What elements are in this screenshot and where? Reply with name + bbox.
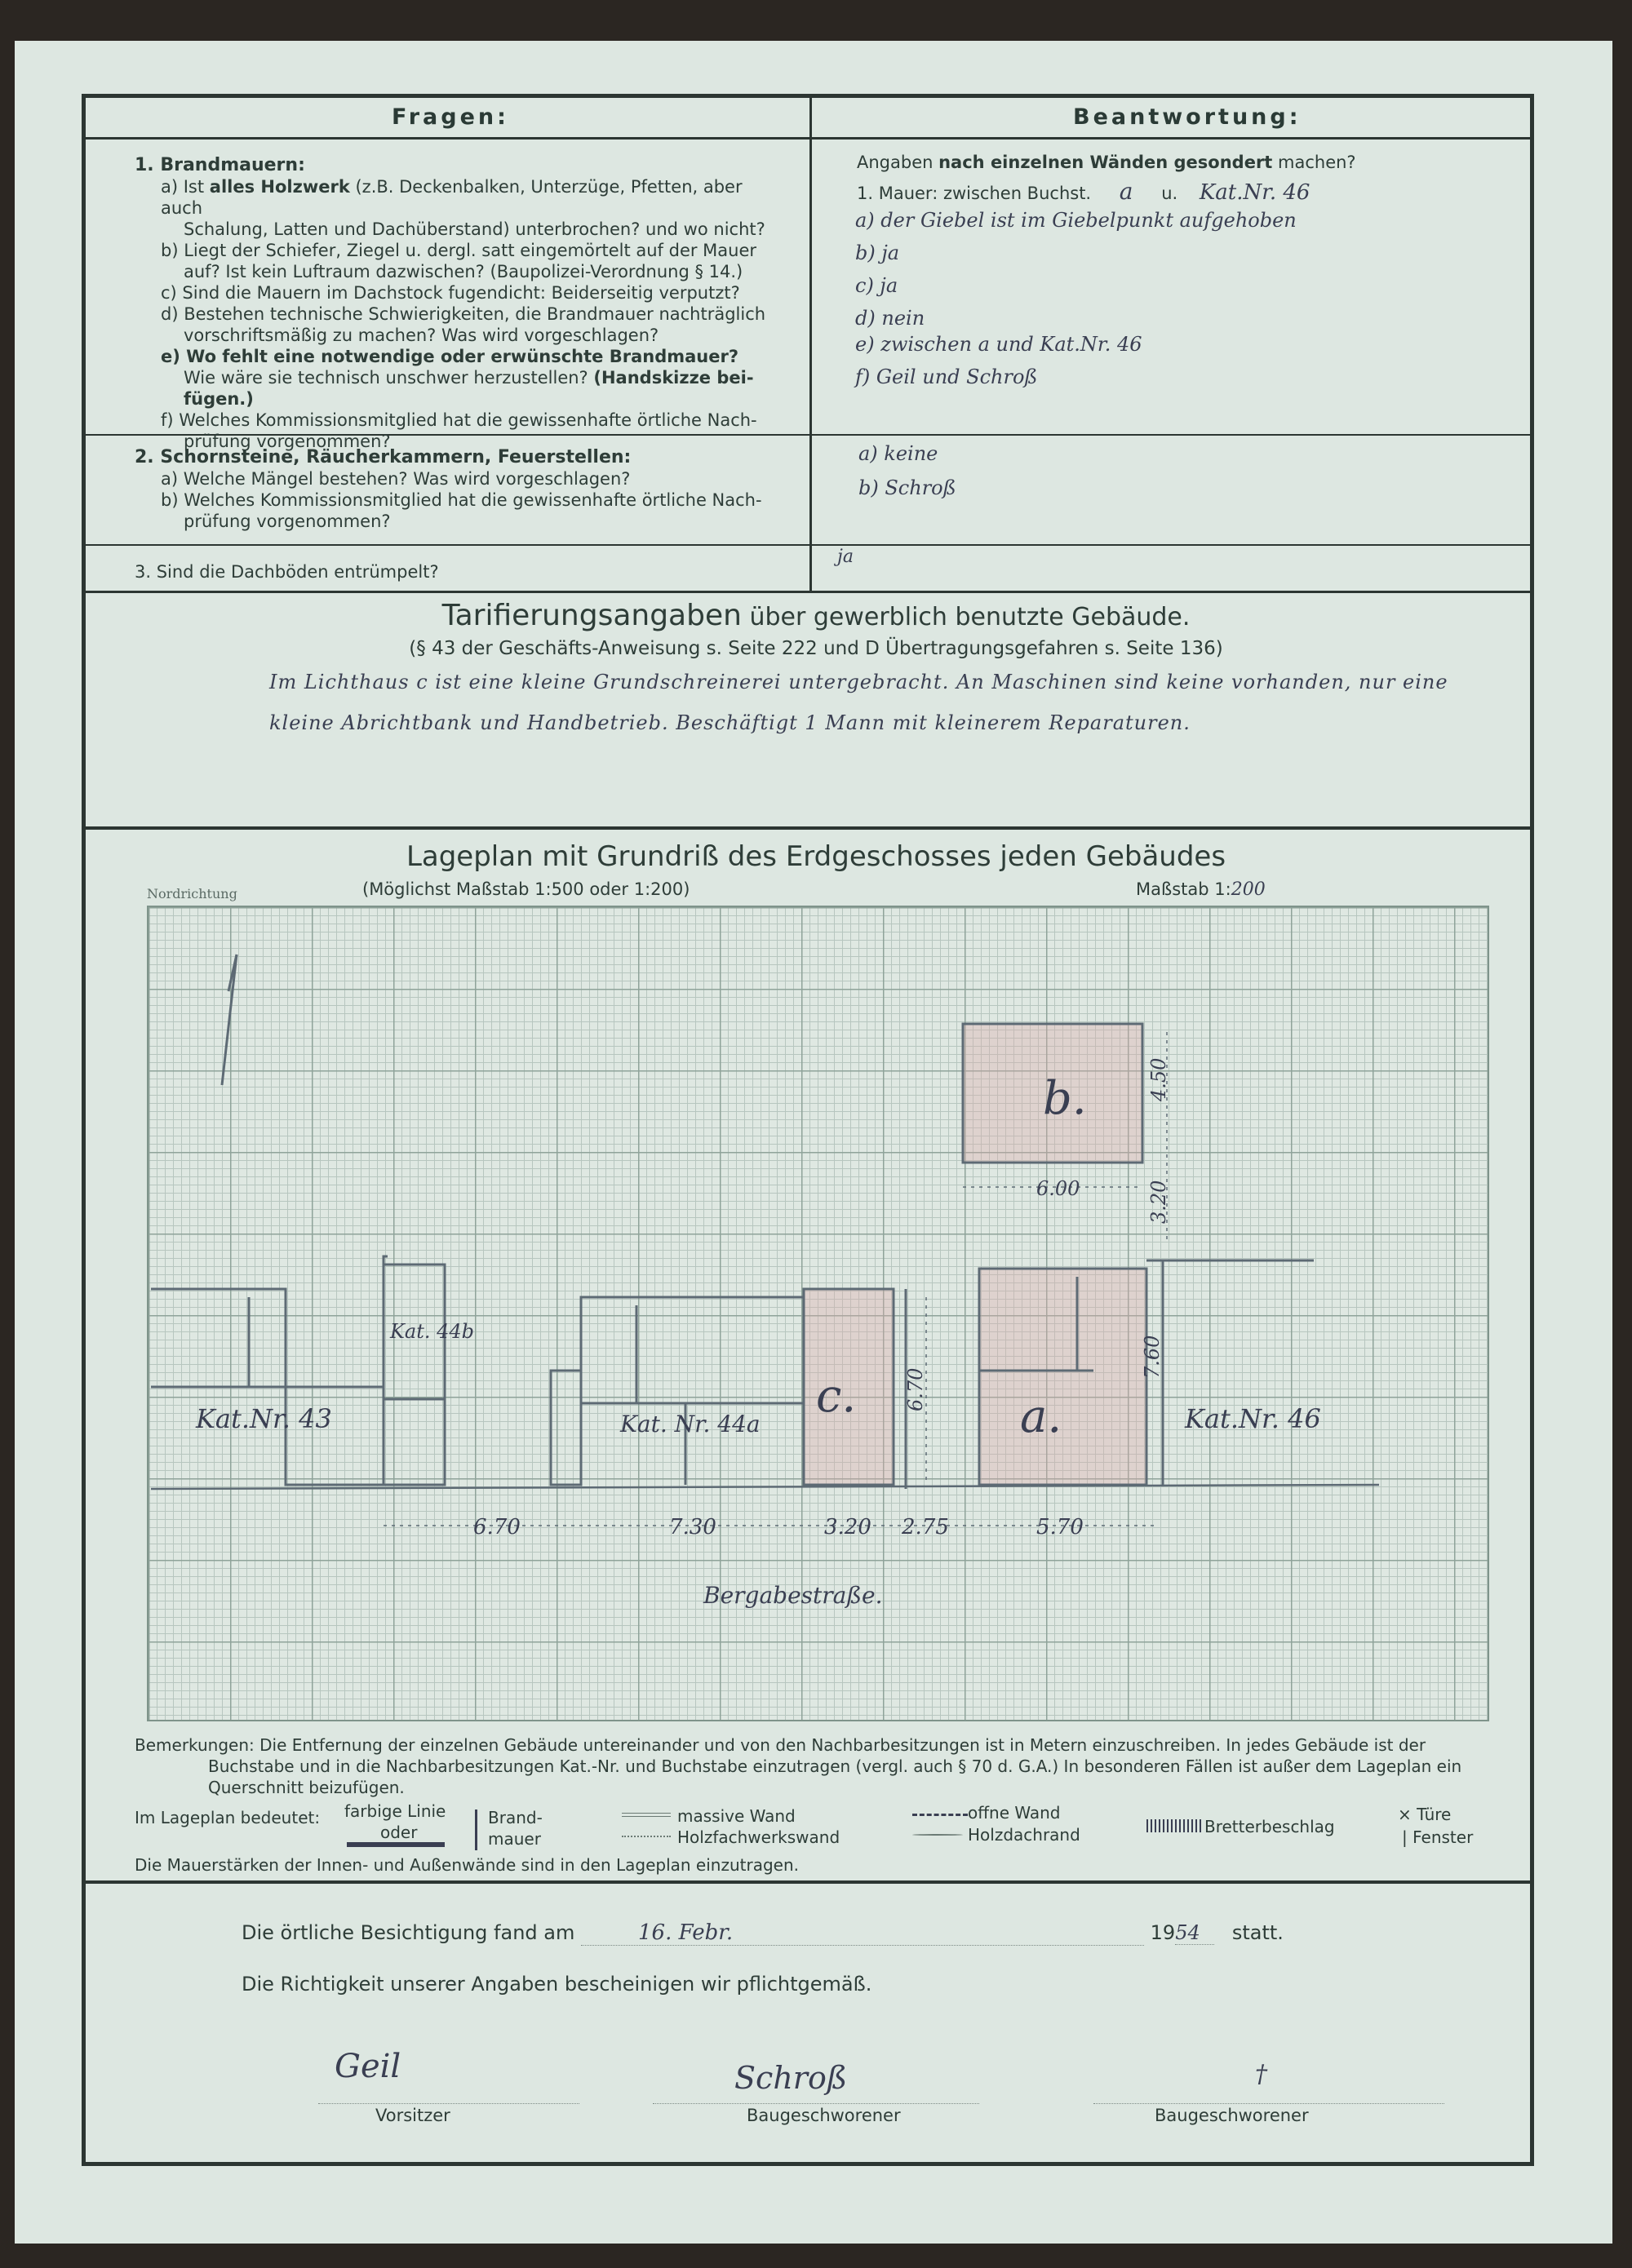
dim-760: 7.60	[1141, 1335, 1164, 1379]
remarks	[135, 1734, 1522, 1798]
q1-f1: f) Welches Kommissionsmitglied hat die gewissenhafte örtliche Nach-	[161, 410, 757, 430]
building-kat44a	[581, 1297, 804, 1485]
lageplan-subtitle: (Möglichst Maßstab 1:500 oder 1:200)	[362, 879, 690, 899]
building-kat43	[151, 1256, 388, 1485]
tarif-hand-line1: Im Lichthaus c ist eine kleine Grundschreinerei untergebracht. An Maschinen sind keine vorhanden, nur eine	[269, 671, 1448, 693]
lageplan-scale: Maßstab 1:200	[1136, 879, 1266, 900]
q3-text: 3. Sind die Dachböden entrümpelt?	[135, 562, 439, 582]
building-a	[979, 1269, 1146, 1485]
label-a: a.	[1020, 1390, 1062, 1443]
a1-mauer-hand2: Kat.Nr. 46	[1199, 180, 1310, 205]
q1-a: a) Ist alles Holzwerk (z.B. Deckenbalken, Unterzüge, Pfetten, aber auch	[161, 177, 743, 218]
dim-320: 3.20	[824, 1515, 871, 1539]
legend-massiv-line	[622, 1813, 671, 1817]
legend-fenster: | Fenster	[1402, 1827, 1474, 1847]
a1-answer-f: f) Geil und Schroß	[855, 365, 1038, 388]
sig-label-1: Vorsitzer	[375, 2106, 450, 2125]
label-kat44b: Kat. 44b	[390, 1320, 475, 1343]
dim-670v: 6.70	[904, 1367, 927, 1411]
label-kat43: Kat.Nr. 43	[196, 1403, 332, 1434]
dim-320v: 3.20	[1147, 1180, 1170, 1224]
label-c: c.	[816, 1370, 857, 1423]
dim-275: 2.75	[902, 1515, 949, 1539]
q1-d1: d) Bestehen technische Schwierigkeiten, die Brandmauer nachträglich	[161, 304, 766, 324]
dim-570: 5.70	[1036, 1515, 1084, 1539]
legend-offen: offne Wand	[968, 1803, 1061, 1823]
dim-600: 6.00	[1036, 1177, 1080, 1200]
footer-line2: Die Richtigkeit unserer Angaben bescheinigen wir pflichtgemäß.	[242, 1973, 872, 1996]
legend-holzdach-line	[912, 1834, 963, 1836]
legend-tuere: × Türe	[1398, 1805, 1452, 1824]
legend-brand-line	[347, 1842, 445, 1847]
legend-massiv: massive Wand	[677, 1806, 796, 1826]
signature-3: †	[1255, 2060, 1267, 2089]
street-name: Bergabestraße.	[703, 1582, 883, 1609]
a1-answer-d: d) nein	[855, 307, 925, 330]
inspection-year: 54	[1175, 1921, 1214, 1945]
q1-e1: e) Wo fehlt eine notwendige oder erwünschte Brandmauer?	[161, 347, 739, 366]
q3-answer: ja	[837, 547, 854, 567]
dim-450: 4.50	[1147, 1057, 1170, 1101]
sig-label-2: Baugeschworener	[747, 2106, 901, 2125]
legend-bretter: Bretterbeschlag	[1204, 1817, 1335, 1836]
sig-line-1	[318, 2103, 579, 2104]
a1-answer-b: b) ja	[855, 241, 900, 264]
legend-brand2: mauer	[488, 1829, 541, 1849]
legend-farbige: farbige Linie	[344, 1801, 446, 1821]
legend-brand-bar	[475, 1810, 477, 1850]
q2-answer-b: b) Schroß	[858, 476, 956, 499]
q1-a2: Schalung, Latten und Dachüberstand) unterbrochen? und wo nicht?	[184, 219, 765, 239]
legend-offen-line	[912, 1814, 968, 1816]
q1-e3: fügen.)	[184, 389, 254, 409]
tarif-title: Tarifierungsangaben über gewerblich benutzte Gebäude.	[441, 599, 1191, 632]
q1-b2: auf? Ist kein Luftraum dazwischen? (Baupolizei-Verordnung § 14.)	[184, 262, 743, 281]
sig-label-3: Baugeschworener	[1155, 2106, 1309, 2125]
legend-bretter-line	[1146, 1819, 1202, 1832]
north-label: Nordrichtung	[147, 886, 237, 901]
q1-e2: Wie wäre sie technisch unschwer herzustellen? (Handskizze bei-	[184, 368, 754, 388]
a1-answer-c: c) ja	[855, 274, 898, 297]
sig-line-3	[1093, 2103, 1444, 2104]
questions-header: Fragen:	[392, 104, 509, 130]
q1-b1: b) Liegt der Schiefer, Ziegel u. dergl. satt eingemörtelt auf der Mauer	[161, 241, 757, 260]
remarks-line1: Bemerkungen: Die Entfernung der einzelnen Gebäude untereinander und von den Nachbarbesitzungen ist in Metern einzuschreiben. In jedes Gebäude ist der	[135, 1735, 1426, 1755]
label-b: b.	[1043, 1072, 1087, 1125]
dim-730: 7.30	[669, 1515, 716, 1539]
a1-mauer: 1. Mauer: zwischen Buchst. a u. Kat.Nr. 46	[857, 178, 1310, 205]
legend-oder: oder	[380, 1823, 418, 1842]
legend-intro: Im Lageplan bedeutet:	[135, 1808, 321, 1827]
legend-holzfach-line	[622, 1836, 671, 1837]
q2-b1: b) Welches Kommissionsmitglied hat die gewissenhafte örtliche Nach-	[161, 490, 762, 510]
sig-line-2	[653, 2103, 979, 2104]
legend-brand1: Brand-	[488, 1808, 543, 1827]
label-kat44a: Kat. Nr. 44a	[620, 1411, 761, 1437]
a1-intro: Angaben nach einzelnen Wänden gesondert machen?	[857, 153, 1356, 172]
signature-1: Geil	[335, 2048, 401, 2085]
q2-answer-a: a) keine	[858, 442, 938, 465]
legend-holzdach: Holzdachrand	[968, 1825, 1080, 1845]
a1-answer-a: a) der Giebel ist im Giebelpunkt aufgehoben	[855, 209, 1297, 232]
label-kat46: Kat.Nr. 46	[1185, 1403, 1321, 1434]
inspection-date: 16. Febr.	[581, 1920, 1144, 1946]
tarif-subtitle: (§ 43 der Geschäfts-Anweisung s. Seite 222 und D Übertragungsgefahren s. Seite 136)	[409, 638, 1223, 659]
answers-header: Beantwortung:	[1073, 104, 1302, 130]
remarks-line2: Buchstabe und in die Nachbarbesitzungen Kat.-Nr. und Buchstabe einzutragen (vergl. auch § 70 d. G.A.) In besonderen Fällen ist außer dem Lageplan ein	[208, 1756, 1462, 1776]
q1-f2: prüfung vorgenommen?	[184, 432, 391, 451]
remarks-line3: Querschnitt beizufügen.	[208, 1778, 405, 1797]
north-arrow	[222, 955, 237, 1085]
dim-670: 6.70	[473, 1515, 521, 1539]
building-kat44b	[384, 1265, 445, 1485]
q2-a: a) Welche Mängel bestehen? Was wird vorgeschlagen?	[161, 469, 631, 489]
lageplan-title: Lageplan mit Grundriß des Erdgeschosses jeden Gebäudes	[406, 840, 1226, 873]
footer-line1: Die örtliche Besichtigung fand am 16. Febr. 1954 statt.	[242, 1920, 1284, 1945]
legend-holzfach: Holzfachwerkswand	[677, 1827, 840, 1847]
legend-note: Die Mauerstärken der Innen- und Außenwände sind in den Lageplan einzutragen.	[135, 1855, 799, 1875]
q2-b2: prüfung vorgenommen?	[184, 512, 391, 531]
tarif-hand-line2: kleine Abrichtbank und Handbetrieb. Beschäftigt 1 Mann mit kleinerem Reparaturen.	[269, 711, 1191, 734]
signature-2: Schroß	[734, 2060, 848, 2096]
q1-d2: vorschriftsmäßig zu machen? Was wird vorgeschlagen?	[184, 326, 659, 345]
a1-mauer-hand1: a	[1119, 178, 1133, 205]
q2-title: 2. Schornsteine, Räucherkammern, Feuerstellen:	[135, 447, 632, 467]
a1-answer-e: e) zwischen a und Kat.Nr. 46	[855, 333, 1142, 356]
q1-title: 1. Brandmauern:	[135, 155, 305, 175]
q1-c: c) Sind die Mauern im Dachstock fugendicht: Beiderseitig verputzt?	[161, 283, 740, 303]
